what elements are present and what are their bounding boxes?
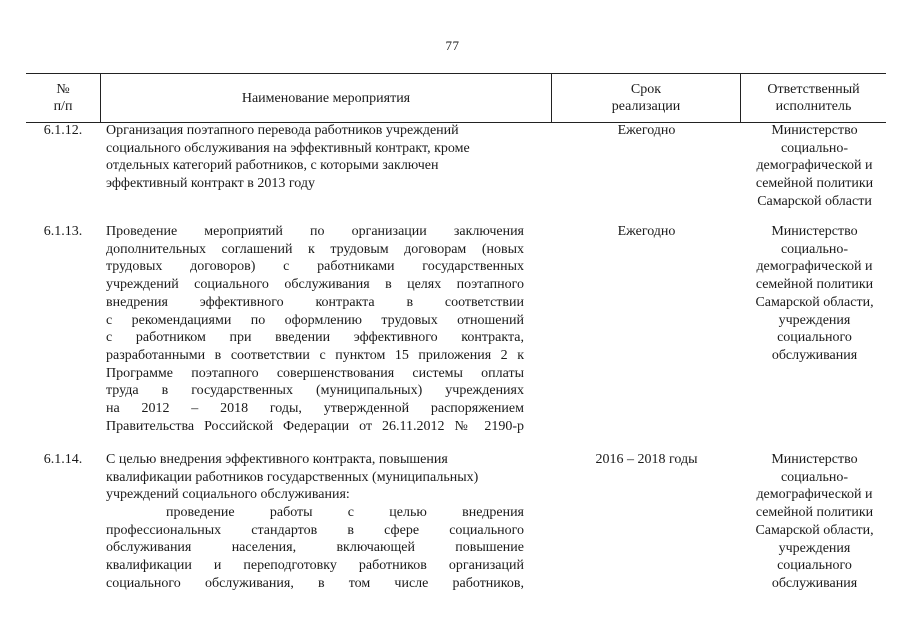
row-deadline: Ежегодно xyxy=(617,123,676,138)
row-deadline: Ежегодно xyxy=(617,224,676,239)
row-deadline: 2016 – 2018 годы xyxy=(595,452,698,467)
row-action: Проведение мероприятий по организации заключения дополнительных соглашений к трудовым договорам (новых трудовых договоров) с работниками государственных учреждений социального обслуживания в целях поэтапного внедрения эффективного контракта в соответствии с рекомендациями по оформлению трудовых отношений с работником при введении эффективного контракта, разработанными в соответствии с пунктом 15 приложения 2 к Программе поэтапного совершенствования системы оплаты труда в государственных (муниципальных) учреждениях на 2012 – 2018 годы, утвержденной распоряжением Правительства Российской Федерации от 26.11.2012 № 2190-р xyxy=(106,224,524,434)
row-action-intro: С целью внедрения эффективного контракта, повышения квалификации работников государственных (муниципальных) учреждений социального обслуживания: xyxy=(106,452,479,503)
row-number: 6.1.13. xyxy=(43,224,83,239)
row-number: 6.1.14. xyxy=(43,452,83,467)
row-action-item: проведение работы с целью внедрения профессиональных стандартов в сфере социального обслуживания населения, включающей повышение квалификации и переподготовку работников организаций социального обслуживания, в том числе работников, xyxy=(106,505,524,591)
row-executor: Министерство социально- демографической и семейной политики Самарской области, учреждения социального обслуживания xyxy=(755,224,874,363)
page-number: 77 xyxy=(445,38,460,53)
row-action: Организация поэтапного перевода работников учреждений социального обслуживания на эффективный контракт, кроме отдельных категорий работников, с которыми заключен эффективный контракт в 2013 году xyxy=(106,123,470,192)
header-executor: Ответственный исполнитель xyxy=(767,82,860,114)
row-executor: Министерство социально- демографической и семейной политики Самарской области xyxy=(755,123,874,209)
table-header xyxy=(26,73,886,123)
row-executor: Министерство социально- демографической и семейной политики Самарской области, учреждения социального обслуживания xyxy=(755,452,874,591)
header-name: Наименование мероприятия xyxy=(241,90,411,106)
header-deadline: Срок реализации xyxy=(611,82,681,114)
row-number: 6.1.12. xyxy=(43,123,83,138)
events-table xyxy=(26,73,886,591)
header-num: № п/п xyxy=(53,82,73,114)
